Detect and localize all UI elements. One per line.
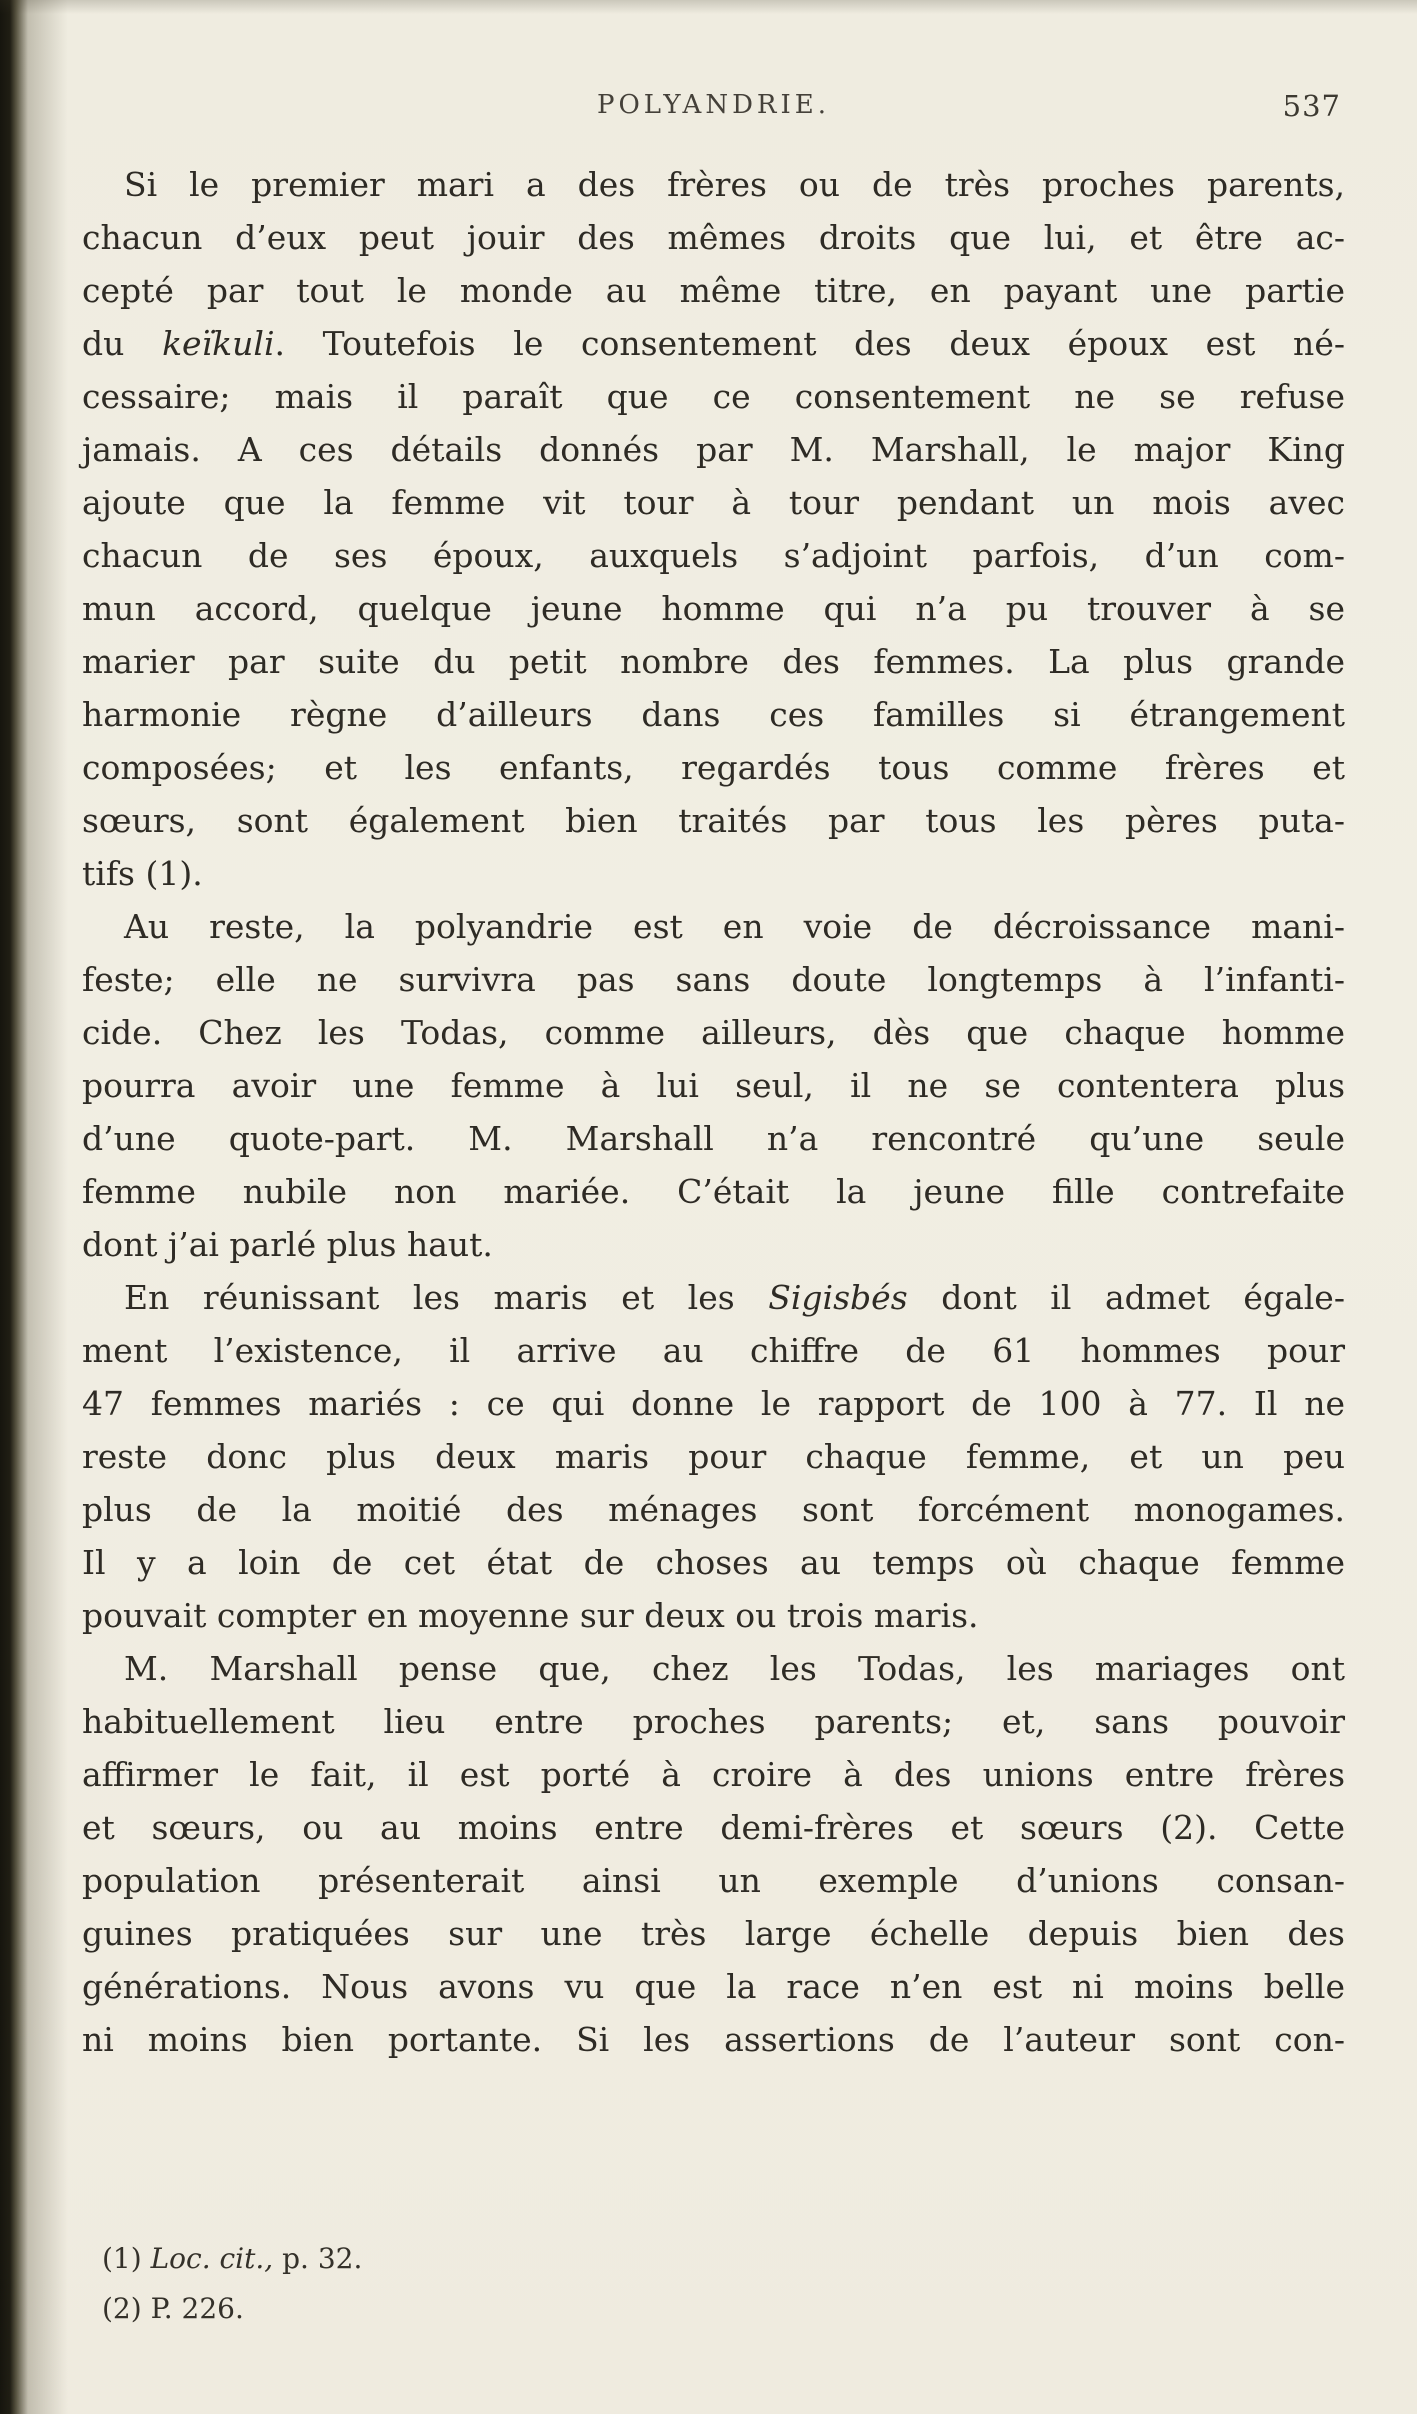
text-line bbox=[82, 847, 1345, 900]
text-segment: affirmer le fait, il est porté à croire à des unions entre frères bbox=[82, 1755, 1345, 1794]
text-line bbox=[82, 1271, 1345, 1324]
text-segment: dont j’ai parlé plus haut. bbox=[82, 1225, 493, 1264]
footnote-line bbox=[82, 2284, 1345, 2334]
text-segment: (2) P. 226. bbox=[102, 2292, 244, 2325]
text-line bbox=[82, 794, 1345, 847]
text-line bbox=[82, 1112, 1345, 1165]
text-segment: M. Marshall pense que, chez les Todas, les mariages ont bbox=[124, 1649, 1345, 1688]
text-line bbox=[82, 1377, 1345, 1430]
text-line bbox=[82, 1854, 1345, 1907]
text-segment: jamais. A ces détails donnés par M. Marshall, le major King bbox=[82, 430, 1345, 469]
text-segment: (1) bbox=[102, 2242, 151, 2275]
page-number: 537 bbox=[1282, 89, 1341, 123]
text-line bbox=[82, 1483, 1345, 1536]
text-segment: sœurs, sont également bien traités par tous les pères puta- bbox=[82, 801, 1345, 840]
text-line bbox=[82, 2013, 1345, 2066]
text-line bbox=[82, 529, 1345, 582]
text-line bbox=[82, 211, 1345, 264]
paragraph bbox=[82, 900, 1345, 1271]
text-segment: population présenterait ainsi un exemple d’unions consan- bbox=[82, 1861, 1345, 1900]
text-segment: femme nubile non mariée. C’était la jeune fille contrefaite bbox=[82, 1172, 1345, 1211]
text-segment: mun accord, quelque jeune homme qui n’a pu trouver à se bbox=[82, 589, 1345, 628]
text-segment: cepté par tout le monde au même titre, en payant une partie bbox=[82, 271, 1345, 310]
running-title: POLYANDRIE. bbox=[596, 90, 831, 120]
text-line bbox=[82, 1006, 1345, 1059]
text-line bbox=[82, 317, 1345, 370]
page-content bbox=[82, 0, 1345, 2334]
paragraph bbox=[82, 158, 1345, 900]
text-segment: Il y a loin de cet état de choses au temps où chaque femme bbox=[82, 1543, 1345, 1582]
text-line bbox=[82, 1589, 1345, 1642]
paragraph bbox=[82, 1642, 1345, 2066]
text-segment: chacun d’eux peut jouir des mêmes droits que lui, et être ac- bbox=[82, 218, 1345, 257]
text-line bbox=[82, 1430, 1345, 1483]
text-segment: et sœurs, ou au moins entre demi-frères et sœurs (2). Cette bbox=[82, 1808, 1345, 1847]
left-gutter-shadow bbox=[0, 0, 70, 2414]
text-segment: du bbox=[82, 324, 163, 363]
text-line bbox=[82, 900, 1345, 953]
text-segment: pourra avoir une femme à lui seul, il ne se contentera plus bbox=[82, 1066, 1345, 1105]
text-line bbox=[82, 1960, 1345, 2013]
text-segment: générations. Nous avons vu que la race n’en est ni moins belle bbox=[82, 1967, 1345, 2006]
text-line bbox=[82, 1218, 1345, 1271]
text-segment: 47 femmes mariés : ce qui donne le rapport de 100 à 77. Il ne bbox=[82, 1384, 1345, 1423]
text-segment: ajoute que la femme vit tour à tour pendant un mois avec bbox=[82, 483, 1345, 522]
text-line bbox=[82, 635, 1345, 688]
text-line bbox=[82, 1536, 1345, 1589]
text-line bbox=[82, 1324, 1345, 1377]
text-segment: dont il admet égale- bbox=[907, 1278, 1345, 1317]
text-segment: chacun de ses époux, auxquels s’adjoint parfois, d’un com- bbox=[82, 536, 1345, 575]
text-line bbox=[82, 423, 1345, 476]
text-segment: pouvait compter en moyenne sur deux ou trois maris. bbox=[82, 1596, 979, 1635]
text-segment: harmonie règne d’ailleurs dans ces familles si étrangement bbox=[82, 695, 1345, 734]
text-line bbox=[82, 1695, 1345, 1748]
footnote-line bbox=[82, 2234, 1345, 2284]
body-text bbox=[82, 158, 1345, 2066]
text-segment: d’une quote-part. M. Marshall n’a rencontré qu’une seule bbox=[82, 1119, 1345, 1158]
text-segment: En réunissant les maris et les bbox=[124, 1278, 769, 1317]
text-segment: plus de la moitié des ménages sont forcément monogames. bbox=[82, 1490, 1345, 1529]
italic-text: Sigisbés bbox=[768, 1278, 908, 1317]
italic-text: Loc. cit., bbox=[150, 2242, 274, 2275]
text-line bbox=[82, 582, 1345, 635]
text-line bbox=[82, 476, 1345, 529]
text-line bbox=[82, 1801, 1345, 1854]
text-line bbox=[82, 741, 1345, 794]
text-segment: ment l’existence, il arrive au chiffre de 61 hommes pour bbox=[82, 1331, 1345, 1370]
text-line bbox=[82, 1748, 1345, 1801]
text-segment: p. 32. bbox=[273, 2242, 363, 2275]
text-segment: cessaire; mais il paraît que ce consentement ne se refuse bbox=[82, 377, 1345, 416]
text-segment: Au reste, la polyandrie est en voie de décroissance mani- bbox=[124, 907, 1345, 946]
footnotes bbox=[82, 2234, 1345, 2334]
text-segment: marier par suite du petit nombre des femmes. La plus grande bbox=[82, 642, 1345, 681]
text-segment: cide. Chez les Todas, comme ailleurs, dès que chaque homme bbox=[82, 1013, 1345, 1052]
paragraph bbox=[82, 1271, 1345, 1642]
text-segment: habituellement lieu entre proches parents; et, sans pouvoir bbox=[82, 1702, 1345, 1741]
italic-text: keïkuli bbox=[162, 324, 275, 363]
text-segment: ni moins bien portante. Si les assertions de l’auteur sont con- bbox=[82, 2020, 1345, 2059]
text-line bbox=[82, 1642, 1345, 1695]
text-segment: composées; et les enfants, regardés tous comme frères et bbox=[82, 748, 1345, 787]
text-line bbox=[82, 158, 1345, 211]
text-segment: . Toutefois le consentement des deux époux est né- bbox=[274, 324, 1345, 363]
text-line bbox=[82, 953, 1345, 1006]
text-segment: guines pratiquées sur une très large échelle depuis bien des bbox=[82, 1914, 1345, 1953]
text-segment: reste donc plus deux maris pour chaque femme, et un peu bbox=[82, 1437, 1345, 1476]
text-line bbox=[82, 1165, 1345, 1218]
text-line bbox=[82, 370, 1345, 423]
text-line bbox=[82, 1059, 1345, 1112]
text-segment: Si le premier mari a des frères ou de très proches parents, bbox=[124, 165, 1345, 204]
text-segment: tifs (1). bbox=[82, 854, 203, 893]
page-header bbox=[82, 90, 1345, 130]
text-segment: feste; elle ne survivra pas sans doute longtemps à l’infanti- bbox=[82, 960, 1345, 999]
text-line bbox=[82, 264, 1345, 317]
text-line bbox=[82, 1907, 1345, 1960]
text-line bbox=[82, 688, 1345, 741]
